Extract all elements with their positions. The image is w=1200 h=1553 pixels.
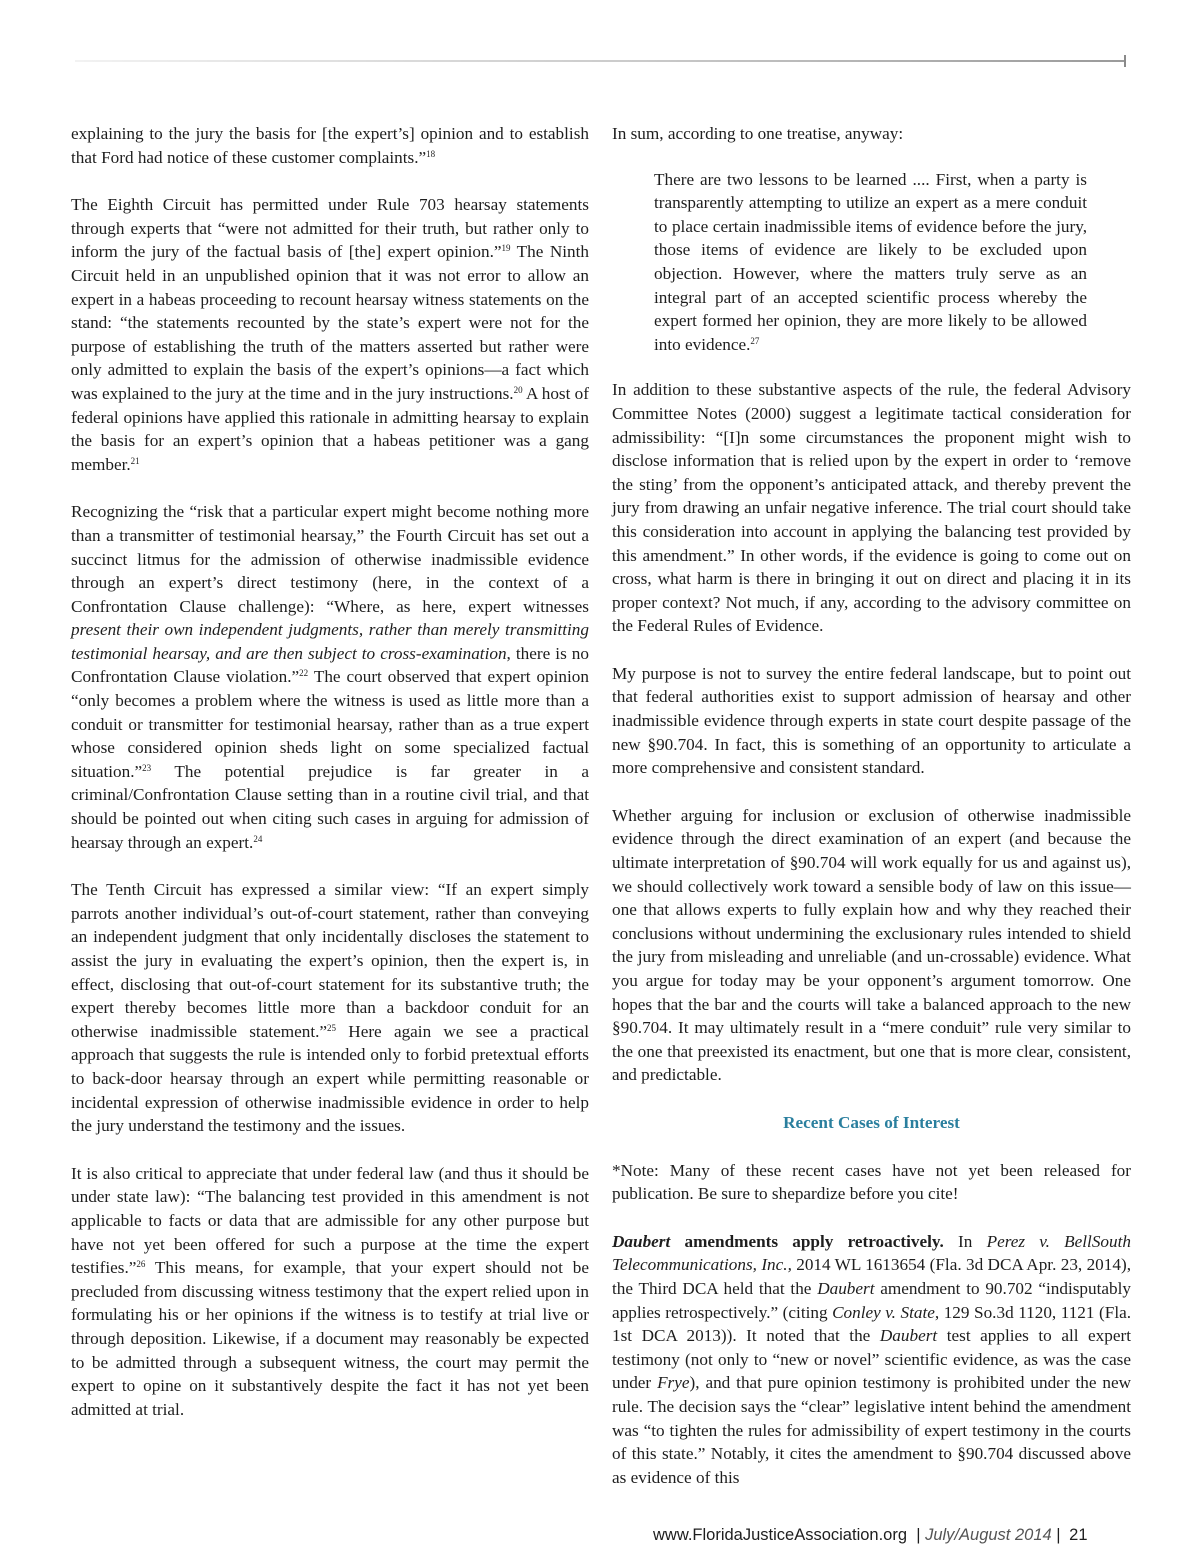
text: amendments apply retroactively. [670, 1231, 944, 1251]
paragraph-eighth-ninth-circuit [71, 193, 589, 476]
text: The Ninth Circuit held in an unpublished opinion that it was not error to allow an expert in a habeas proceeding to recount hearsay witness statements on the stand: “the statements recounted by the state’s expert were not for the purpose of establishing the truth of the matters asserted but rather were only admitted to explain the basis of the expert’s opinions—a fact which was explained to the jury at the time and in the jury instructions. [71, 242, 590, 403]
text: The potential prejudice is far greater in a criminal/Confrontation Clause setting than in a routine civil trial, and that should be pointed out when citing such cases in arguing for admission of hearsay through an expert. [71, 761, 589, 852]
page-number: 21 [1069, 1526, 1088, 1544]
paragraph-purpose: My purpose is not to survey the entire federal landscape, but to point out that federal authorities exist to support admission of hearsay and other inadmissible evidence through experts in state court despite passage of the new §90.704. In fact, this is something of an opportunity to articulate a more comprehensive and consistent standard. [612, 663, 1131, 778]
text: ), and that pure opinion testimony is prohibited under the new rule. The decision says the “clear” legislative intent behind the amendment was “to tighten the rules for admissibility of expert testimony in the courts of this state.” Notably, it cites the amendment to §90.704 discussed above as evidence of this [612, 1373, 1132, 1487]
paragraph-treatise-intro: In sum, according to one treatise, anyway: [612, 124, 904, 143]
header-rule [75, 60, 1126, 62]
case-name: Perez v. BellSouth Telecommunications, Inc., [612, 1231, 1131, 1275]
left-column [71, 122, 589, 1421]
footnote-ref: 19 [501, 243, 511, 254]
paragraph-note: *Note: Many of these recent cases have not yet been released for publication. Be sure to shepardize before you cite! [612, 1160, 1131, 1204]
footnote-ref: 24 [253, 833, 263, 844]
text: A host of federal opinions have applied this rationale in admitting hearsay to explain the basis for an expert’s opinion that a habeas petitioner was a gang member. [71, 383, 589, 474]
text: , 129 So.3d 1120, 1121 (Fla. 1st DCA 2013)). It noted that the [612, 1302, 1132, 1346]
text: test applies to all expert testimony (not only to “new or novel” scientific evidence, as was the case under [612, 1326, 1131, 1393]
right-column [612, 122, 1131, 1489]
paragraph-balancing-test [71, 1162, 589, 1422]
paragraph-tenth-circuit [71, 878, 589, 1138]
case-name: Daubert [817, 1278, 875, 1298]
text: This means, for example, that your expert should not be precluded from discussing witness testimony that the expert relied upon in formulating his or her opinions if the witness is to testify at trial live or through deposition. Likewise, if a document may reasonably be expected to be admitted through a subsequent witness, the court may permit the expert to opine on it substantively despite the fact it has not yet been admitted at trial. [71, 1258, 589, 1419]
footnote-ref: 22 [299, 668, 309, 679]
footnote-ref: 23 [142, 762, 152, 773]
footer-separator: | [916, 1526, 921, 1544]
text: The Eighth Circuit has permitted under Rule 703 hearsay statements through experts that “were not admitted for their truth, but rather only to inform the jury of the factual basis of [the] expert opinion.” [71, 195, 589, 262]
footnote-ref: 26 [136, 1259, 146, 1270]
footnote-ref: 18 [426, 148, 436, 159]
text: amendment to 90.702 “indisputably applies retrospectively.” (citing [612, 1278, 1131, 1322]
issue-date: July/August 2014 [925, 1526, 1052, 1544]
text: In [943, 1231, 987, 1251]
footnote-ref: 20 [513, 384, 523, 395]
paragraph-ford-complaints [71, 122, 589, 169]
text: It is also critical to appreciate that under federal law (and thus it should be under state law): “The balancing test provided in this amendment is not applicable to facts or data that are admissible for any other purpose but have not yet been offered for such a purpose at the time the expert testifies.” [71, 1163, 589, 1278]
footnote-ref: 21 [130, 455, 140, 466]
case-name: Daubert [879, 1326, 938, 1346]
footnote-ref: 27 [750, 335, 760, 346]
text: 2014 WL 1613654 (Fla. 3d DCA Apr. 23, 2014), the Third DCA held that the [612, 1255, 1131, 1298]
website-link[interactable]: www.FloridaJusticeAssociation.org [653, 1526, 908, 1544]
paragraph-fourth-circuit [71, 500, 589, 854]
paragraph-case-perez [612, 1230, 1131, 1490]
case-name: Frye [657, 1373, 690, 1393]
text: explaining to the jury the basis for [the expert’s] opinion and to establish that Ford had notice of these customer complaints.” [71, 124, 589, 167]
text: There are two lessons to be learned .... First, when a party is transparently attempting to utilize an expert as a mere conduit to place certain inadmissible items of evidence before the jury, those items of evidence are likely to be excluded upon objection. However, where the matters truly serve as an integral part of an accepted scientific process whereby the expert formed her opinion, they are more likely to be allowed into evidence. [654, 169, 1087, 354]
case-lead [612, 1232, 944, 1251]
paragraph-advisory-committee: In addition to these substantive aspects of the rule, the federal Advisory Committee Notes (2000) suggest a legitimate tactical consideration for admissibility: “[I]n some circumstances the proponent might wish to disclose information that is relied upon by the expert in order to ‘remove the sting’ from the opponent’s anticipated attack, and thereby prevent the jury from drawing an unfair negative inference. The trial court should take this consideration into account in applying the balancing test provided by this amendment.” In other words, if the evidence is going to come out on cross, what harm is there in bringing it out on direct and placing it in its proper context? Not much, if any, according to the advisory committee on the Federal Rules of Evidence. [612, 380, 1131, 636]
text: The Tenth Circuit has expressed a similar view: “If an expert simply parrots another individual’s out-of-court statement, rather than conveying an independent judgment that only incidentally discloses the statement to assist the jury in evaluating the expert’s opinion, then the expert is, in effect, disclosing that out-of-court statement for its substantive truth; the expert thereby becomes little more than a backdoor conduit for an otherwise inadmissible statement.” [71, 880, 589, 1041]
text: , there is no Confrontation Clause violation.” [71, 643, 589, 687]
text: Recognizing the “risk that a particular expert might become nothing more than a transmitter of testimonial hearsay,” the Fourth Circuit has set out a succinct litmus for the admission of otherwise inadmissible evidence through an expert’s direct testimony (here, in the context of a Confrontation Clause challenge): “Where, as here, expert witnesses [71, 502, 589, 616]
block-quote-treatise [654, 168, 1087, 357]
section-heading: Recent Cases of Interest [783, 1112, 960, 1132]
page-footer [653, 1526, 1088, 1545]
case-name: Conley v. State [832, 1302, 935, 1322]
text: The court observed that expert opinion “only becomes a problem where the witness is used as little more than a conduit or transmitter for testimonial hearsay, rather than as a true expert whose considered opinion sheds light on some specialized factual situation.” [71, 667, 589, 781]
paragraph-conclusion: Whether arguing for inclusion or exclusion of otherwise inadmissible evidence through the direct examination of an expert (and because the ultimate interpretation of §90.704 will work equally for us and against us), we should collectively work toward a sensible body of law on this issue—one that allows experts to fully explain how and why they reached their conclusions without undermining the exclusionary rules intended to shield the jury from misleading and unreliable (and un-crossable) evidence. What you argue for today may be your opponent’s argument tomorrow. One hopes that the bar and the courts will take a balanced approach to the new §90.704. It may ultimately result in a “mere conduit” rule very similar to the one that preexisted its enactment, but one that is more clear, consistent, and predictable. [612, 805, 1131, 1085]
header-rule-endcap [1124, 55, 1126, 67]
footnote-ref: 25 [327, 1022, 337, 1033]
text: Daubert [612, 1231, 671, 1251]
footer-separator: | [1056, 1526, 1061, 1544]
italic-quote: present their own independent judgments, rather than merely transmitting testimonial hearsay, and are then subject to cross-examination [71, 620, 589, 663]
text: Here again we see a practical approach that suggests the rule is intended only to forbid pretextual efforts to back-door hearsay through an expert while permitting reasonable or incidental expression of otherwise inadmissible evidence in order to help the jury understand the testimony and the issues. [71, 1021, 589, 1136]
